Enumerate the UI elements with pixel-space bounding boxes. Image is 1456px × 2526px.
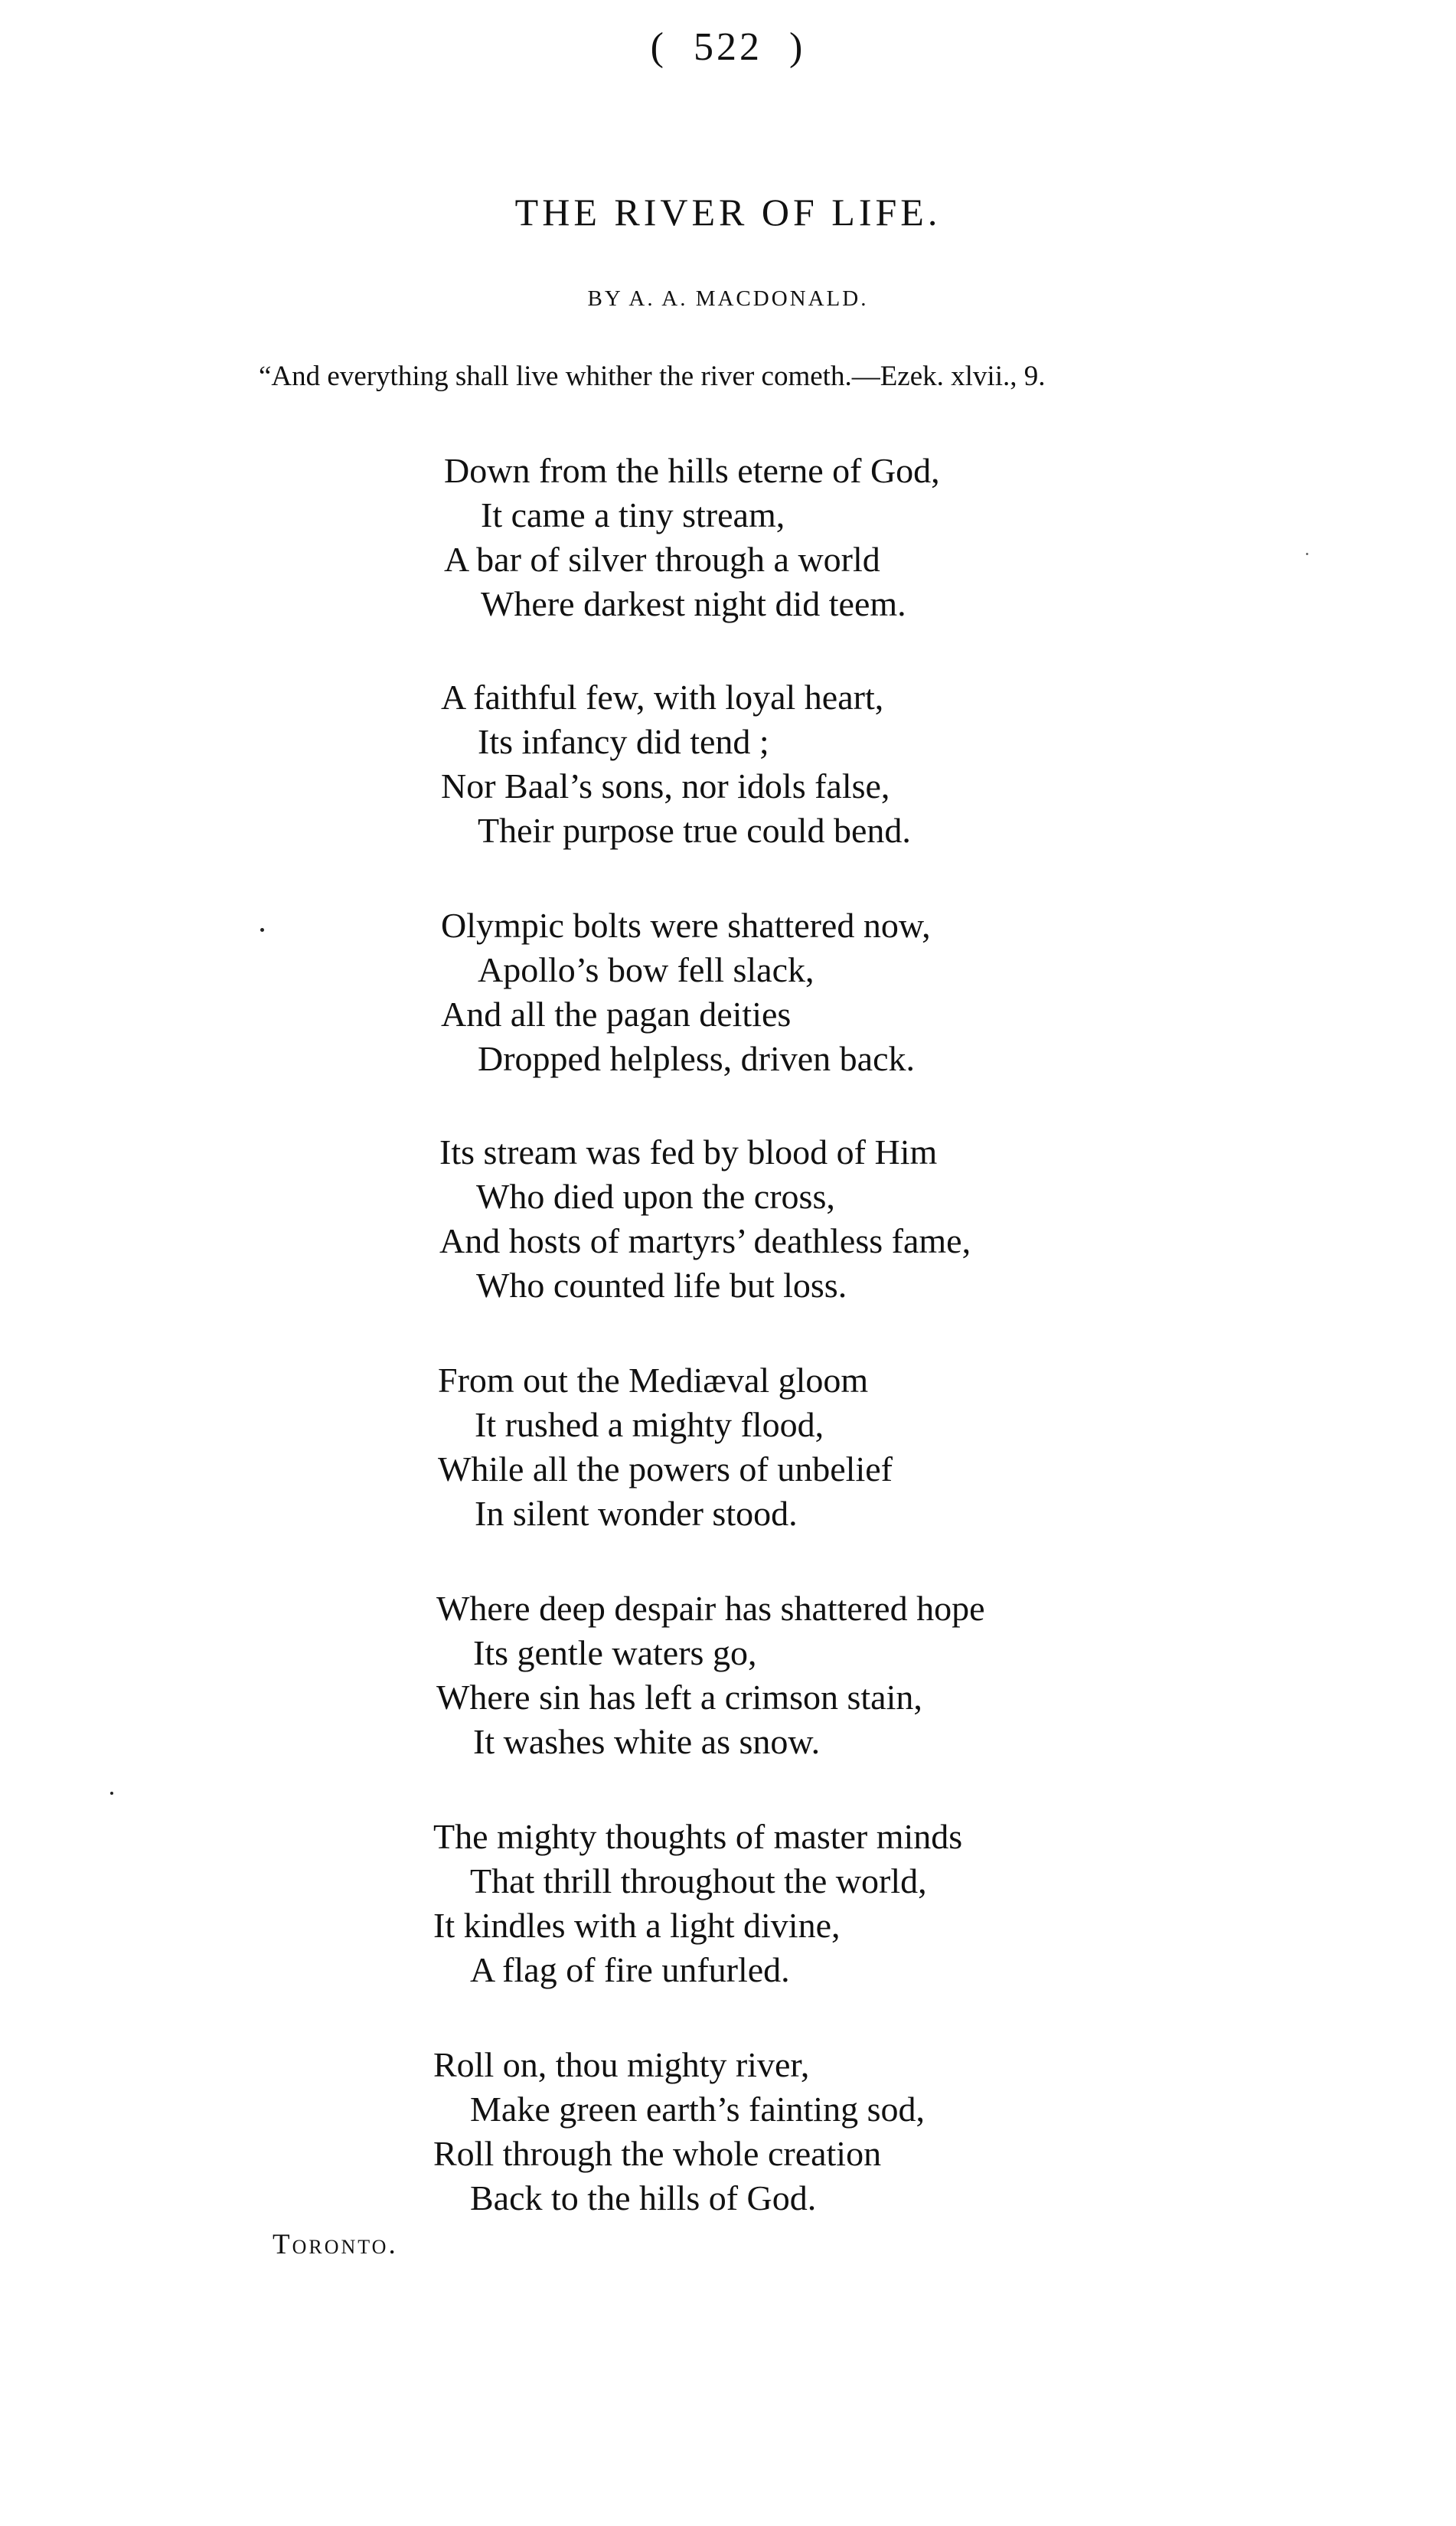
poem-line: That thrill throughout the world, bbox=[470, 1861, 927, 1900]
poem-line: Who counted life but loss. bbox=[476, 1266, 847, 1305]
poem-line: Roll through the whole creation bbox=[433, 2134, 882, 2173]
poem-line: Its gentle waters go, bbox=[473, 1633, 757, 1672]
poem-line: In silent wonder stood. bbox=[475, 1494, 798, 1533]
poem-line: Where darkest night did teem. bbox=[481, 584, 906, 623]
poem-line: It kindles with a light divine, bbox=[433, 1906, 841, 1945]
poem-line: Back to the hills of God. bbox=[470, 2178, 817, 2217]
poem-line: Roll on, thou mighty river, bbox=[433, 2045, 810, 2084]
poem-line: From out the Mediæval gloom bbox=[438, 1361, 869, 1400]
poem-line: Apollo’s bow fell slack, bbox=[478, 950, 815, 989]
poem-line: Where sin has left a crimson stain, bbox=[436, 1678, 922, 1717]
poem-line: Make green earth’s fainting sod, bbox=[470, 2090, 925, 2129]
poem-line: Olympic bolts were shattered now, bbox=[441, 906, 931, 945]
poem-line: And hosts of martyrs’ deathless fame, bbox=[439, 1221, 971, 1260]
poem-title: THE RIVER OF LIFE. bbox=[514, 191, 942, 234]
poem-line: The mighty thoughts of master minds bbox=[433, 1817, 963, 1856]
poem-line: Who died upon the cross, bbox=[476, 1177, 835, 1216]
poem-line: Its stream was fed by blood of Him bbox=[439, 1132, 938, 1172]
poem-line: Nor Baal’s sons, nor idols false, bbox=[441, 766, 890, 806]
ink-speck bbox=[110, 1792, 113, 1795]
ink-speck bbox=[260, 928, 264, 932]
signoff-location: Toronto. bbox=[273, 2229, 398, 2260]
epigraph: “And everything shall live whither the river cometh.—Ezek. xlvii., 9. bbox=[259, 361, 1046, 392]
author-byline: BY A. A. MACDONALD. bbox=[587, 286, 869, 311]
poem-line: Where deep despair has shattered hope bbox=[436, 1589, 985, 1628]
ink-speck bbox=[1306, 553, 1308, 555]
poem-line: A flag of fire unfurled. bbox=[470, 1950, 790, 1989]
page-number: ( 522 ) bbox=[650, 25, 806, 69]
poem-line: It rushed a mighty flood, bbox=[475, 1405, 824, 1444]
poem-line: A faithful few, with loyal heart, bbox=[441, 678, 884, 717]
poem-line: While all the powers of unbelief bbox=[438, 1449, 893, 1488]
poem-line: Down from the hills eterne of God, bbox=[444, 451, 940, 490]
poem-line: It washes white as snow. bbox=[473, 1722, 821, 1761]
poem-line: Their purpose true could bend. bbox=[478, 811, 911, 850]
poem-line: And all the pagan deities bbox=[441, 995, 792, 1034]
poem-line: It came a tiny stream, bbox=[481, 495, 785, 534]
poem-line: A bar of silver through a world bbox=[444, 540, 880, 579]
poem-line: Dropped helpless, driven back. bbox=[478, 1039, 916, 1078]
poem-line: Its infancy did tend ; bbox=[478, 722, 769, 761]
